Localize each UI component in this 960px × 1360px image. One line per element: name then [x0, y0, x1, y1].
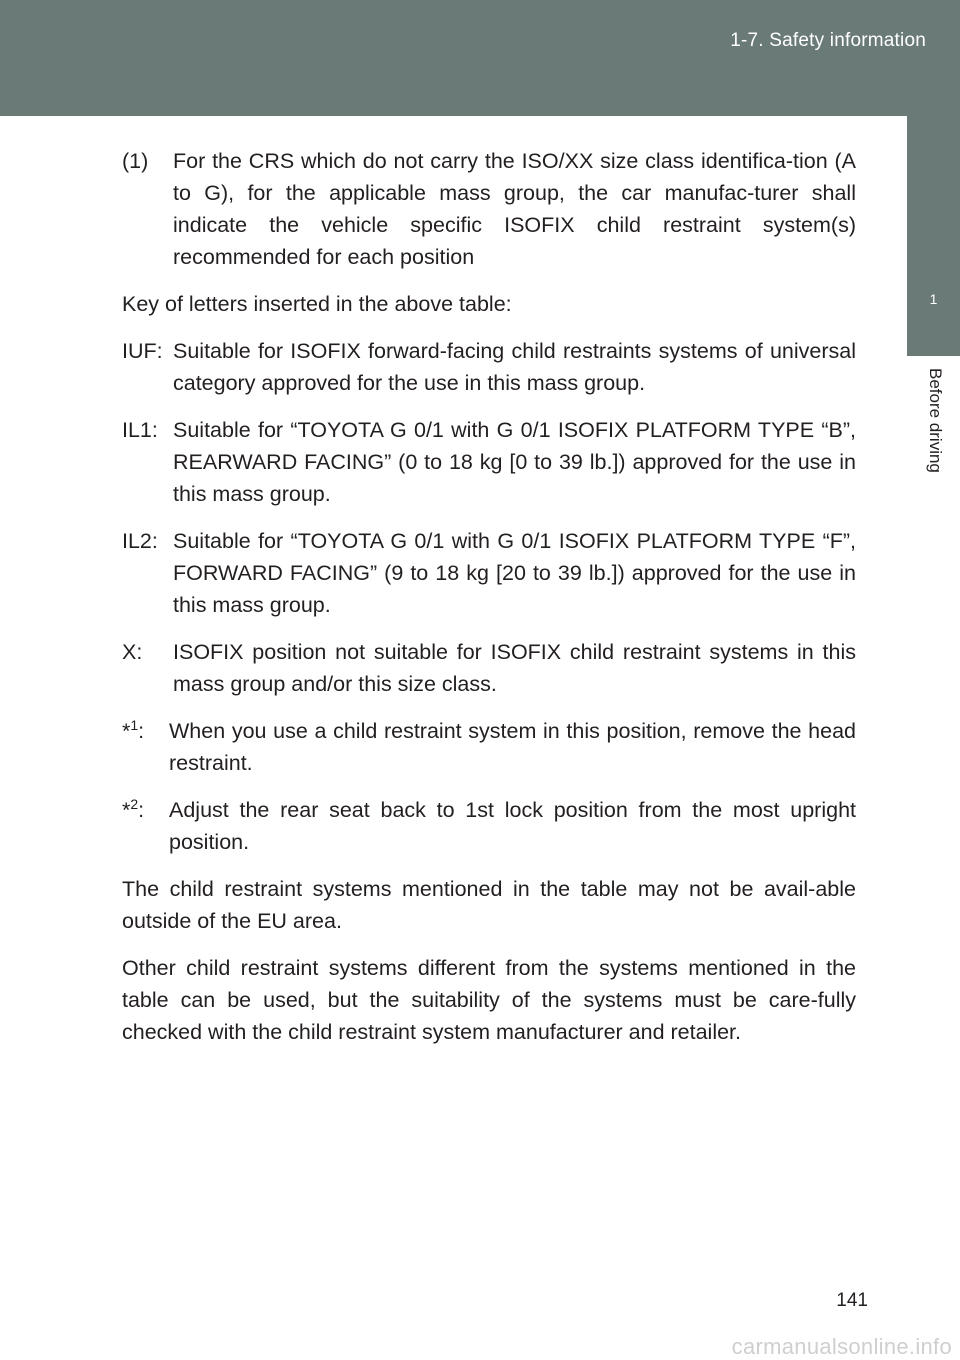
key-item-x — [122, 636, 856, 700]
key-text: ISOFIX position not suitable for ISOFIX child restraint systems in this mass group and/or this size class. — [173, 640, 856, 696]
footnote-colon: : — [138, 798, 145, 822]
key-label: IUF: — [122, 339, 163, 363]
page-number: 141 — [836, 1290, 868, 1311]
footnote-1 — [122, 715, 856, 779]
key-label: X: — [122, 640, 143, 664]
other-systems-paragraph: Other child restraint systems different from the systems mentioned in the table can be used, but the suitability of the systems must be care-fully checked with the child restraint system manufacturer and retailer. — [122, 956, 856, 1044]
key-item-iuf — [122, 335, 856, 399]
key-item-il2 — [122, 525, 856, 621]
header-band — [0, 0, 960, 116]
chapter-tab — [907, 116, 960, 356]
footnote-text: When you use a child restraint system in this position, remove the head restraint. — [169, 719, 856, 775]
footnote-2 — [122, 794, 856, 858]
key-text: Suitable for “TOYOTA G 0/1 with G 0/1 ISOFIX PLATFORM TYPE “F”, FORWARD FACING” (9 to 18 kg [20 to 39 lb.]) approved for the use in this mass group. — [173, 529, 856, 617]
note-item — [122, 145, 856, 273]
key-intro: Key of letters inserted in the above table: — [122, 292, 512, 316]
chapter-label: Before driving — [926, 368, 945, 473]
footnote-number: 1 — [130, 717, 139, 733]
note-text: For the CRS which do not carry the ISO/XX size class identifica-tion (A to G), for the applicable mass group, the car manufac-turer shall indicate the vehicle specific ISOFIX child restraint system(s) recommended for each position — [173, 149, 856, 269]
note-label: (1) — [122, 149, 149, 173]
chapter-label-container — [915, 368, 955, 503]
page-content — [122, 145, 856, 1063]
key-label: IL2: — [122, 529, 158, 553]
section-title: 1-7. Safety information — [730, 30, 926, 51]
key-label: IL1: — [122, 418, 158, 442]
footnote-star: * — [122, 719, 131, 743]
footnote-star: * — [122, 798, 131, 822]
footnote-number: 2 — [130, 796, 139, 812]
availability-paragraph: The child restraint systems mentioned in the table may not be avail-able outside of the EU area. — [122, 877, 856, 933]
key-text: Suitable for ISOFIX forward-facing child restraints systems of universal category approved for the use in this mass group. — [173, 339, 856, 395]
footnote-marker — [122, 794, 169, 858]
footnote-marker — [122, 715, 169, 779]
footnote-text: Adjust the rear seat back to 1st lock position from the most upright position. — [169, 798, 856, 854]
key-item-il1 — [122, 414, 856, 510]
chapter-number: 1 — [929, 291, 938, 307]
watermark: carmanualsonline.info — [731, 1334, 952, 1359]
footnote-colon: : — [138, 719, 145, 743]
key-text: Suitable for “TOYOTA G 0/1 with G 0/1 ISOFIX PLATFORM TYPE “B”, REARWARD FACING” (0 to 18 kg [0 to 39 lb.]) approved for the use in this mass group. — [173, 418, 856, 506]
